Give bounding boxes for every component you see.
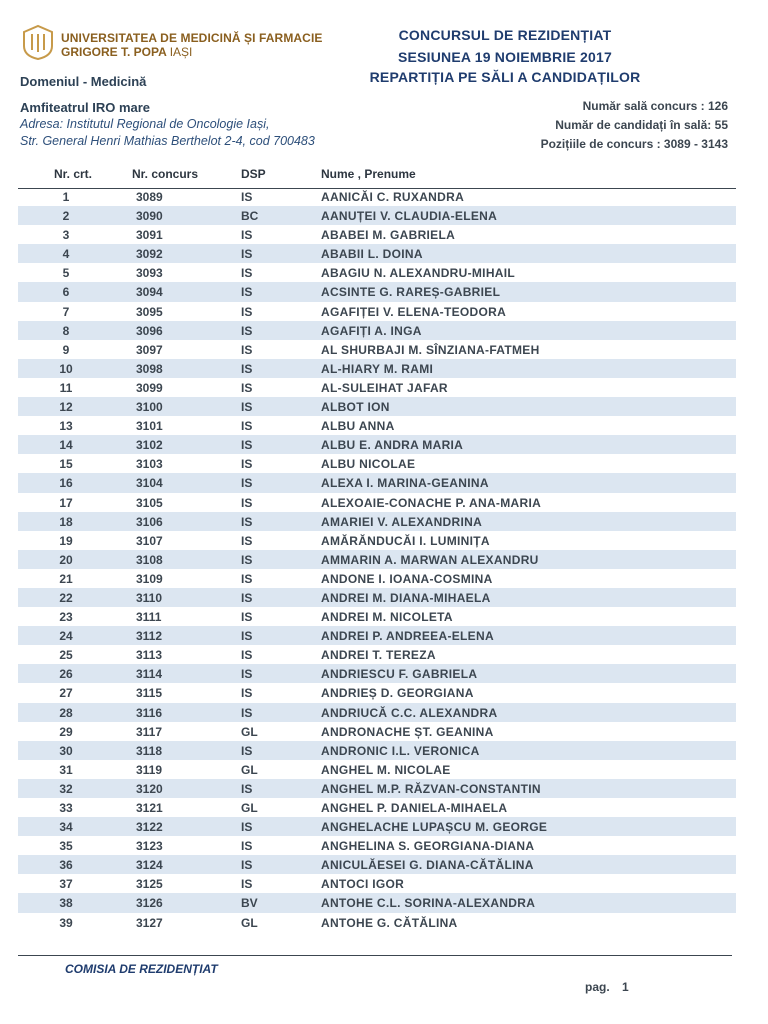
table-row — [18, 607, 736, 626]
location-name: Amfiteatrul IRO mare — [20, 100, 151, 115]
candidate-name: ANDONE I. IOANA-COSMINA — [321, 571, 493, 586]
dsp-code: IS — [241, 361, 253, 376]
dsp-code: IS — [241, 342, 253, 357]
exam-number: 3096 — [136, 323, 163, 338]
dsp-code: BV — [241, 896, 258, 911]
exam-number: 3109 — [136, 571, 163, 586]
dsp-code: IS — [241, 457, 253, 472]
row-number: 16 — [59, 476, 73, 491]
exam-number: 3106 — [136, 514, 163, 529]
row-number: 29 — [59, 724, 73, 739]
exam-number: 3116 — [136, 705, 163, 720]
candidate-name: AMMARIN A. MARWAN ALEXANDRU — [321, 552, 539, 567]
dsp-code: IS — [241, 304, 253, 319]
exam-number: 3090 — [136, 209, 163, 224]
footer-divider — [18, 955, 732, 956]
exam-number: 3126 — [136, 896, 163, 911]
dsp-code: IS — [241, 476, 253, 491]
university-name: UNIVERSITATEA DE MEDICINĂ ȘI FARMACIE — [61, 31, 323, 45]
exam-number: 3111 — [136, 610, 162, 625]
table-row — [18, 435, 736, 454]
candidate-name: ALBOT ION — [321, 400, 390, 415]
candidate-name: ANDRONIC I.L. VERONICA — [321, 743, 480, 758]
table-row — [18, 703, 736, 722]
exam-number: 3115 — [136, 686, 163, 701]
candidate-name: ALBU NICOLAE — [321, 457, 416, 472]
exam-number: 3103 — [136, 457, 163, 472]
table-row — [18, 225, 736, 244]
candidate-name: AGAFIȚEI V. ELENA-TEODORA — [321, 304, 507, 319]
table-row — [18, 855, 736, 874]
candidate-name: ALEXA I. MARINA-GEANINA — [321, 476, 489, 491]
dsp-code: IS — [241, 667, 253, 682]
exam-number: 3095 — [136, 304, 163, 319]
table-row — [18, 569, 736, 588]
exam-number: 3123 — [136, 839, 163, 854]
dsp-code: IS — [241, 533, 253, 548]
exam-number: 3112 — [136, 629, 163, 644]
row-number: 28 — [59, 705, 73, 720]
row-number: 34 — [59, 820, 73, 835]
dsp-code: IS — [241, 285, 253, 300]
row-number: 30 — [59, 743, 73, 758]
row-number: 31 — [59, 762, 73, 777]
dsp-code: IS — [241, 877, 253, 892]
exam-number: 3122 — [136, 820, 163, 835]
dsp-code: IS — [241, 839, 253, 854]
candidate-name: ANGHELACHE LUPAȘCU M. GEORGE — [321, 820, 548, 835]
dsp-code: IS — [241, 190, 253, 204]
dsp-code: IS — [241, 438, 253, 453]
page-title: CONCURSUL DE REZIDENȚIAT — [398, 27, 612, 43]
dsp-code: IS — [241, 514, 253, 529]
dsp-code: IS — [241, 648, 253, 663]
exam-number: 3102 — [136, 438, 163, 453]
candidate-name: ANGHEL P. DANIELA-MIHAELA — [321, 801, 508, 815]
candidate-name: AMARIEI V. ALEXANDRINA — [321, 514, 483, 529]
row-number: 38 — [59, 896, 73, 911]
exam-number: 3119 — [136, 762, 163, 777]
table-row — [18, 798, 736, 817]
table-row — [18, 302, 736, 321]
dsp-code: IS — [241, 629, 253, 644]
candidate-name: ALEXOAIE-CONACHE P. ANA-MARIA — [321, 495, 542, 510]
column-header-dsp: DSP — [241, 167, 266, 181]
exam-number: 3114 — [136, 667, 163, 682]
table-row — [18, 893, 736, 912]
table-row — [18, 722, 736, 741]
table-row — [18, 913, 736, 932]
row-number: 17 — [59, 495, 73, 510]
dsp-code: IS — [241, 247, 253, 262]
position-range: Pozițiile de concurs : 3089 - 3143 — [540, 137, 728, 151]
table-row — [18, 263, 736, 282]
column-header-nr-concurs: Nr. concurs — [132, 167, 199, 181]
exam-number: 3120 — [136, 781, 163, 796]
row-number: 10 — [59, 361, 73, 376]
candidate-name: ALBU ANNA — [321, 419, 395, 434]
candidate-name: ABABEI M. GABRIELA — [321, 228, 456, 243]
address-line-1: Adresa: Institutul Regional de Oncologie Iași, — [20, 117, 270, 131]
row-number: 24 — [59, 629, 73, 644]
table-row — [18, 244, 736, 263]
exam-number: 3097 — [136, 342, 163, 357]
commission-label: COMISIA DE REZIDENȚIAT — [65, 962, 218, 976]
table-row — [18, 550, 736, 569]
row-number: 27 — [59, 686, 73, 701]
candidate-name: ANDREI M. NICOLETA — [321, 610, 453, 625]
exam-number: 3099 — [136, 380, 163, 395]
dsp-code: GL — [241, 762, 258, 777]
candidate-name: ABABII L. DOINA — [321, 247, 423, 262]
dsp-code: BC — [241, 209, 259, 224]
exam-number: 3101 — [136, 419, 163, 434]
dsp-code: GL — [241, 724, 258, 739]
dsp-code: IS — [241, 323, 253, 338]
row-number: 14 — [59, 438, 73, 453]
candidate-name: ANICULĂESEI G. DIANA-CĂTĂLINA — [321, 858, 534, 873]
candidate-name: ACSINTE G. RAREȘ-GABRIEL — [321, 285, 501, 300]
table-row — [18, 664, 736, 683]
row-number: 6 — [62, 285, 70, 300]
row-number: 39 — [59, 915, 73, 930]
row-number: 13 — [59, 419, 73, 434]
table-row — [18, 359, 736, 378]
exam-number: 3113 — [136, 648, 163, 663]
row-number: 25 — [59, 648, 73, 663]
row-number: 22 — [59, 590, 73, 605]
exam-number: 3117 — [136, 724, 163, 739]
candidate-name: ABAGIU N. ALEXANDRU-MIHAIL — [321, 266, 516, 281]
table-row — [18, 378, 736, 397]
dsp-code: IS — [241, 495, 253, 510]
exam-number: 3092 — [136, 247, 163, 262]
dsp-code: IS — [241, 571, 253, 586]
exam-number: 3107 — [136, 533, 163, 548]
subtitle: REPARTIȚIA PE SĂLI A CANDIDAȚILOR — [369, 69, 641, 85]
university-logo-icon — [22, 24, 54, 60]
dsp-code: GL — [241, 801, 258, 815]
candidate-name: AANICĂI C. RUXANDRA — [321, 190, 465, 204]
dsp-code: GL — [241, 915, 258, 930]
candidate-name: ANDREI P. ANDREEA-ELENA — [321, 629, 494, 644]
row-number: 11 — [59, 380, 73, 395]
candidate-name: ANDRIEȘ D. GEORGIANA — [321, 686, 474, 701]
candidate-name: AL SHURBAJI M. SÎNZIANA-FATMEH — [321, 342, 540, 357]
candidate-name: AGAFIȚI A. INGA — [321, 323, 422, 338]
row-number: 35 — [59, 839, 73, 854]
dsp-code: IS — [241, 781, 253, 796]
address-line-2: Str. General Henri Mathias Berthelot 2-4, cod 700483 — [20, 134, 315, 148]
dsp-code: IS — [241, 610, 253, 625]
row-number: 9 — [62, 342, 70, 357]
table-row — [18, 282, 736, 301]
candidate-name: ALBU E. ANDRA MARIA — [321, 438, 464, 453]
candidate-name: AANUȚEI V. CLAUDIA-ELENA — [321, 209, 498, 224]
dsp-code: IS — [241, 400, 253, 415]
table-row — [18, 588, 736, 607]
page-label: pag. — [585, 980, 610, 994]
candidate-name: ANDREI M. DIANA-MIHAELA — [321, 590, 491, 605]
row-number: 2 — [62, 209, 70, 224]
dsp-code: IS — [241, 743, 253, 758]
row-number: 21 — [59, 571, 73, 586]
table-row — [18, 683, 736, 702]
table-row — [18, 187, 736, 206]
table-row — [18, 416, 736, 435]
table-row — [18, 321, 736, 340]
exam-number: 3100 — [136, 400, 163, 415]
session-title: SESIUNEA 19 NOIEMBRIE 2017 — [398, 49, 612, 65]
exam-number: 3091 — [136, 228, 163, 243]
exam-number: 3125 — [136, 877, 163, 892]
exam-number: 3127 — [136, 915, 163, 930]
candidate-name: AL-HIARY M. RAMI — [321, 361, 434, 376]
candidate-table — [18, 187, 736, 932]
candidate-name: ANDRIESCU F. GABRIELA — [321, 667, 478, 682]
table-row — [18, 741, 736, 760]
candidate-name: ANDRONACHE ȘT. GEANINA — [321, 724, 494, 739]
exam-number: 3110 — [136, 590, 163, 605]
candidate-name: ANGHELINA S. GEORGIANA-DIANA — [321, 839, 535, 854]
table-header — [18, 166, 736, 189]
dsp-code: IS — [241, 228, 253, 243]
exam-number: 3118 — [136, 743, 163, 758]
row-number: 37 — [59, 877, 73, 892]
row-number: 3 — [62, 228, 70, 243]
dsp-code: IS — [241, 858, 253, 873]
dsp-code: IS — [241, 686, 253, 701]
row-number: 1 — [62, 190, 70, 204]
exam-number: 3108 — [136, 552, 163, 567]
candidate-name: ANTOCI IGOR — [321, 877, 405, 892]
candidate-name: ANGHEL M.P. RĂZVAN-CONSTANTIN — [321, 781, 541, 796]
column-header-name: Nume , Prenume — [321, 167, 416, 181]
row-number: 8 — [62, 323, 70, 338]
table-row — [18, 817, 736, 836]
page-number: 1 — [622, 980, 629, 994]
exam-number: 3089 — [136, 190, 163, 204]
table-row — [18, 493, 736, 512]
exam-number: 3124 — [136, 858, 163, 873]
candidate-name: ANDREI T. TEREZA — [321, 648, 436, 663]
exam-number: 3094 — [136, 285, 163, 300]
candidate-name: ANTOHE G. CĂTĂLINA — [321, 915, 458, 930]
candidate-name: AL-SULEIHAT JAFAR — [321, 380, 448, 395]
room-number: Număr sală concurs : 126 — [582, 99, 728, 113]
table-row — [18, 836, 736, 855]
table-row — [18, 779, 736, 798]
exam-number: 3098 — [136, 361, 163, 376]
exam-number: 3093 — [136, 266, 163, 281]
table-row — [18, 760, 736, 779]
table-row — [18, 206, 736, 225]
exam-number: 3104 — [136, 476, 163, 491]
dsp-code: IS — [241, 266, 253, 281]
row-number: 4 — [62, 247, 70, 262]
row-number: 12 — [59, 400, 73, 415]
table-row — [18, 512, 736, 531]
row-number: 33 — [59, 801, 73, 815]
table-row — [18, 397, 736, 416]
column-header-nr-crt: Nr. crt. — [54, 167, 93, 181]
row-number: 36 — [59, 858, 73, 873]
table-row — [18, 626, 736, 645]
row-number: 5 — [62, 266, 70, 281]
row-number: 7 — [62, 304, 70, 319]
row-number: 20 — [59, 552, 73, 567]
dsp-code: IS — [241, 705, 253, 720]
candidate-name: ANTOHE C.L. SORINA-ALEXANDRA — [321, 896, 536, 911]
row-number: 26 — [59, 667, 73, 682]
dsp-code: IS — [241, 552, 253, 567]
dsp-code: IS — [241, 419, 253, 434]
university-subname — [61, 45, 192, 59]
candidate-count: Număr de candidați în sală: 55 — [555, 118, 728, 132]
exam-number: 3121 — [136, 801, 163, 815]
row-number: 15 — [59, 457, 73, 472]
candidate-name: ANGHEL M. NICOLAE — [321, 762, 451, 777]
table-row — [18, 454, 736, 473]
exam-number: 3105 — [136, 495, 163, 510]
table-row — [18, 645, 736, 664]
dsp-code: IS — [241, 820, 253, 835]
row-number: 23 — [59, 610, 73, 625]
university-subname-text: GRIGORE T. POPA — [61, 45, 167, 59]
row-number: 19 — [59, 533, 73, 548]
domain-label: Domeniul - Medicină — [20, 74, 147, 89]
table-row — [18, 473, 736, 492]
dsp-code: IS — [241, 380, 253, 395]
table-row — [18, 340, 736, 359]
table-row — [18, 874, 736, 893]
table-row — [18, 531, 736, 550]
university-city: IAȘI — [169, 45, 193, 59]
candidate-name: AMĂRĂNDUCĂI I. LUMINIȚA — [321, 533, 490, 548]
dsp-code: IS — [241, 590, 253, 605]
row-number: 18 — [59, 514, 73, 529]
candidate-name: ANDRIUCĂ C.C. ALEXANDRA — [321, 705, 498, 720]
row-number: 32 — [59, 781, 73, 796]
